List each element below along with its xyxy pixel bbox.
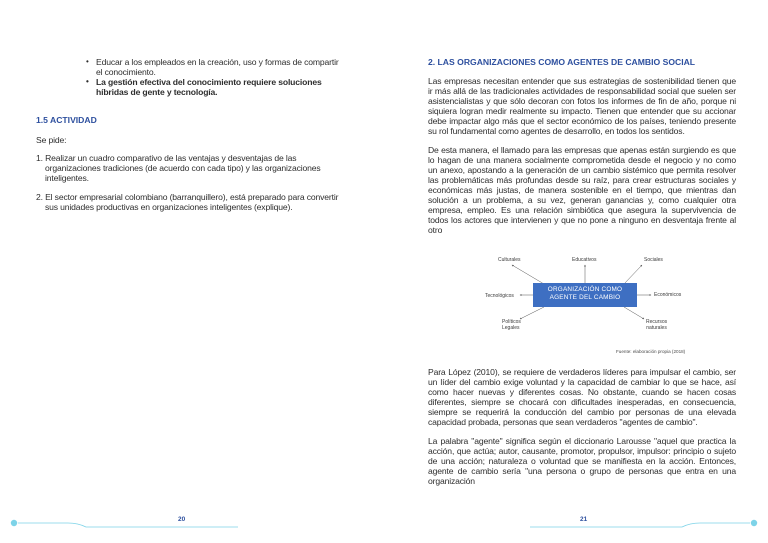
paragraph: La palabra "agente" significa según el diccionario Larousse "aquel que practica la acción, que actúa; autor, causante, promotor, propulsor, impulsor: principio o sujeto de una acción; naturaleza o voluntad que se manifiesta en la acción. Entonces, agente de cambio sería "una persona o grupo de personas que entra en una organización: [428, 436, 736, 486]
activity-item: 1. Realizar un cuadro comparativo de las ventajas y desventajas de las organizaciones tradiciones (de acuerdo con cada tipo) y las organizaciones inteligentes.: [36, 153, 321, 183]
section-title: 2. LAS ORGANIZACIONES COMO AGENTES DE CAMBIO SOCIAL: [428, 57, 696, 67]
diagram-label-culturales: Culturales: [498, 257, 521, 263]
bullet-list: [86, 57, 344, 97]
paragraph: Para López (2010), se requiere de verdaderos líderes para impulsar el cambio, ser un líder del cambio exige voluntad y la capacidad de cambiar lo que se hace, así como hacer nuevas y diferentes cosas. No obstante, cuando se hacen cosas diferentes, siempre se chocará con dificultades inesperadas, en consecuencia, siempre se requerirá la conducción del cambio por personas de una elevada capacidad probada, personas que sean verdaderos "agentes de cambio".: [428, 367, 736, 427]
page-number: 20: [178, 516, 186, 523]
paragraph: Las empresas necesitan entender que sus estrategias de sostenibilidad tienen que ir más allá de las tradicionales actividades de responsabilidad social que suelen ser asistencialistas y que sólo decoran con fotos los informes de fin de año, porque ni siquiera logran medir realmente su impacto. Tienen que entender que su accionar debe impactar algo más que el sector económico de los países, teniendo presente su rol fundamental como agentes de desarrollo, en todos los sentidos.: [428, 76, 736, 136]
diagram-label-politicos: Políticos Legales: [502, 319, 521, 331]
paragraph: De esta manera, el llamado para las empresas que apenas están surgiendo es que lo hagan de una manera socialmente comprometida desde el negocio y no como un anexo, apostando a la generación de un cambio sistémico que permita resolver las problemáticas más profundas desde su raíz, para crear estructuras sociales y económicas más justas, de manera sostenible en el tiempo, que mientras dan solución a un problema, a su vez, generan ganancias y, como cualquier otra empresa, empleo. Es una relación simbiótica que asegura la supervivencia de todos los actores que intervienen y que no pone a ninguno en desventaja frente al otro: [428, 145, 736, 235]
agents-of-change-diagram: [484, 250, 684, 340]
footer-decoration-left: [8, 519, 238, 529]
diagram-label-economicos: Económicos: [654, 292, 682, 298]
activity-list: [36, 153, 342, 221]
diagram-label-educativos: Educativos: [572, 257, 597, 263]
figure-source: Fuente: elaboración propia (2018): [616, 349, 686, 354]
page-number: 21: [580, 516, 588, 523]
activity-item: 2. El sector empresarial colombiano (barranquillero), está preparado para convertir sus unidades productivas en organizaciones inteligentes (explique).: [36, 192, 339, 212]
right-page: [384, 0, 768, 543]
activity-title: 1.5 ACTIVIDAD: [36, 115, 97, 125]
diagram-center-box: ORGANIZACIÓN COMO AGENTE DEL CAMBIO: [533, 283, 637, 307]
diagram-label-sociales: Sociales: [644, 257, 663, 263]
diagram-label-tecnologicos: Tecnológicos: [485, 293, 514, 299]
bullet-item: • La gestión efectiva del conocimiento requiere soluciones híbridas de gente y tecnología.: [86, 77, 344, 97]
activity-intro: Se pide:: [36, 135, 67, 145]
bullet-item: • Educar a los empleados en la creación, uso y formas de compartir el conocimiento.: [86, 57, 344, 77]
diagram-label-recursos: Recursos naturales: [646, 319, 668, 331]
footer-decoration-right: [530, 519, 760, 529]
